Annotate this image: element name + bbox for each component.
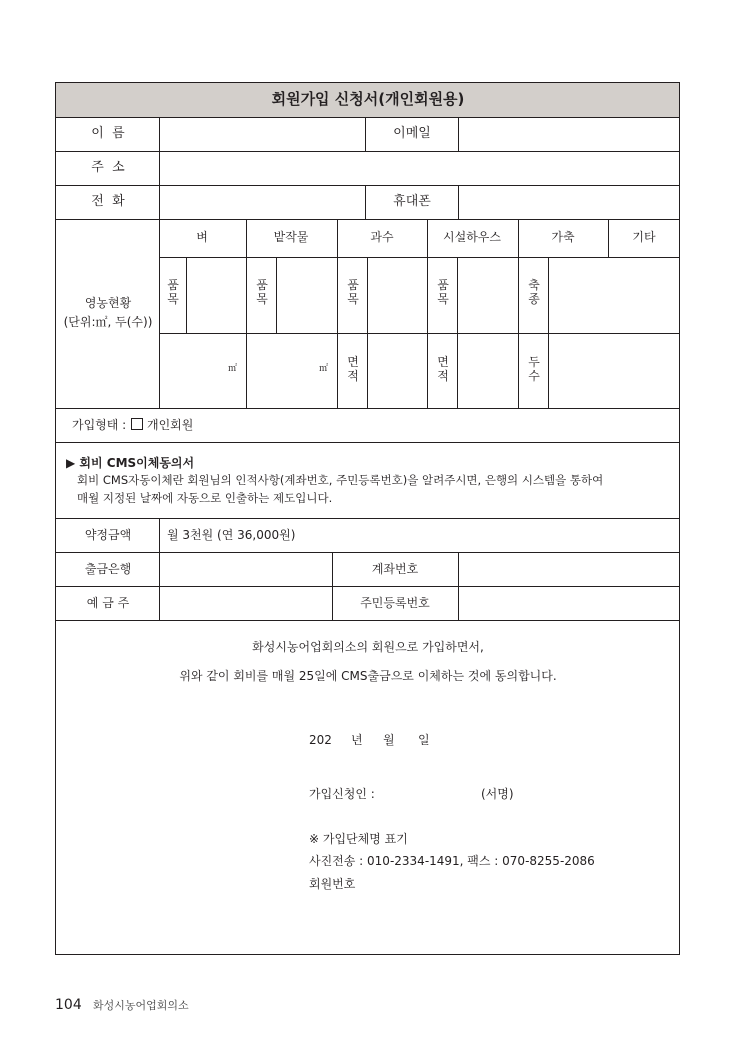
phone-label: 전 화 <box>91 194 125 209</box>
signature-label: (서명) <box>481 787 514 801</box>
applicant-label: 가입신청인 : <box>309 787 375 801</box>
consent-line: 화성시농어업회의소의 회원으로 가입하면서, <box>252 640 484 654</box>
col-divider <box>518 219 519 408</box>
farming-status-label: 영농현황 <box>84 296 132 310</box>
col-divider <box>548 257 549 408</box>
account-label: 계좌번호 <box>371 562 419 576</box>
col-divider <box>276 257 277 333</box>
date-day-unit: 일 <box>418 733 430 747</box>
name-label: 이 름 <box>91 126 125 141</box>
cms-description-line: 회비 CMS자동이체란 회원님의 인적사항(계좌번호, 주민등록번호)을 알려주시면, 은행의 시스템을 통하여 <box>77 473 604 487</box>
crop-header: 기타 <box>632 230 656 244</box>
mobile-label: 휴대폰 <box>393 194 431 209</box>
col-divider <box>458 185 459 219</box>
cms-description-line: 매월 지정된 날짜에 자동으로 인출하는 제도입니다. <box>77 491 333 505</box>
col-divider <box>337 219 338 408</box>
membership-type-label: 가입형태 : <box>72 418 127 432</box>
note-line: 사진전송 : 010-2334-1491, 팩스 : 070-8255-2086 <box>309 854 595 868</box>
membership-form <box>55 82 680 955</box>
pledge-value: 월 3천원 (연 36,000원) <box>167 528 296 542</box>
item-label: 품목 <box>347 278 359 306</box>
address-label: 주 소 <box>91 160 125 175</box>
row-divider <box>56 185 679 186</box>
crop-header: 밭작물 <box>273 230 309 244</box>
note-line: ※ 가입단체명 표기 <box>309 832 408 846</box>
pledge-label: 약정금액 <box>84 528 132 542</box>
holder-label: 예 금 주 <box>86 596 130 610</box>
individual-member-checkbox[interactable] <box>131 418 143 430</box>
col-divider <box>458 552 459 620</box>
area-label: 면적 <box>437 355 449 383</box>
date-year-unit: 년 <box>351 733 363 747</box>
cms-heading: ▶ 회비 CMS이체동의서 <box>66 456 195 470</box>
resident-number-label: 주민등록번호 <box>360 596 430 610</box>
item-label: 품목 <box>167 278 179 306</box>
date-year: 202 <box>309 733 332 747</box>
page-number: 104 <box>55 997 82 1013</box>
heads-label: 두수 <box>528 355 540 383</box>
row-divider <box>56 442 679 443</box>
item-label: 품목 <box>437 278 449 306</box>
species-label: 축종 <box>528 278 540 306</box>
crop-header: 벼 <box>196 230 208 244</box>
form-title: 회원가입 신청서(개인회원용) <box>271 90 465 108</box>
row-divider <box>56 518 679 519</box>
col-divider <box>365 117 366 151</box>
col-divider <box>608 219 609 257</box>
col-divider <box>427 219 428 408</box>
row-divider <box>56 586 679 587</box>
member-number-label: 회원번호 <box>309 877 356 891</box>
email-label: 이메일 <box>393 126 431 141</box>
col-divider <box>159 518 160 620</box>
col-divider <box>186 257 187 333</box>
row-divider <box>56 552 679 553</box>
row-divider <box>56 117 679 118</box>
crop-header: 가축 <box>551 230 575 244</box>
col-divider <box>458 117 459 151</box>
farming-status-unit: (단위:㎡, 두(수)) <box>63 315 153 329</box>
individual-member-option: 개인회원 <box>147 418 194 432</box>
area-label: 면적 <box>347 355 359 383</box>
col-divider <box>246 219 247 408</box>
col-divider <box>457 257 458 408</box>
row-divider <box>56 219 679 220</box>
row-divider <box>56 620 679 621</box>
col-divider <box>332 552 333 620</box>
crop-header: 과수 <box>370 230 394 244</box>
crop-header: 시설하우스 <box>443 230 501 244</box>
col-divider <box>159 117 160 408</box>
row-divider <box>159 257 679 258</box>
item-label: 품목 <box>256 278 268 306</box>
footer-organization: 화성시농어업회의소 <box>93 999 189 1012</box>
bank-label: 출금은행 <box>84 562 132 576</box>
consent-line: 위와 같이 회비를 매월 25일에 CMS출금으로 이체하는 것에 동의합니다. <box>179 669 557 683</box>
col-divider <box>367 257 368 408</box>
row-divider <box>159 333 679 334</box>
col-divider <box>365 185 366 219</box>
row-divider <box>56 408 679 409</box>
sqm-unit: ㎡ <box>319 364 329 374</box>
date-month-unit: 월 <box>383 733 395 747</box>
sqm-unit: ㎡ <box>228 364 238 374</box>
row-divider <box>56 151 679 152</box>
